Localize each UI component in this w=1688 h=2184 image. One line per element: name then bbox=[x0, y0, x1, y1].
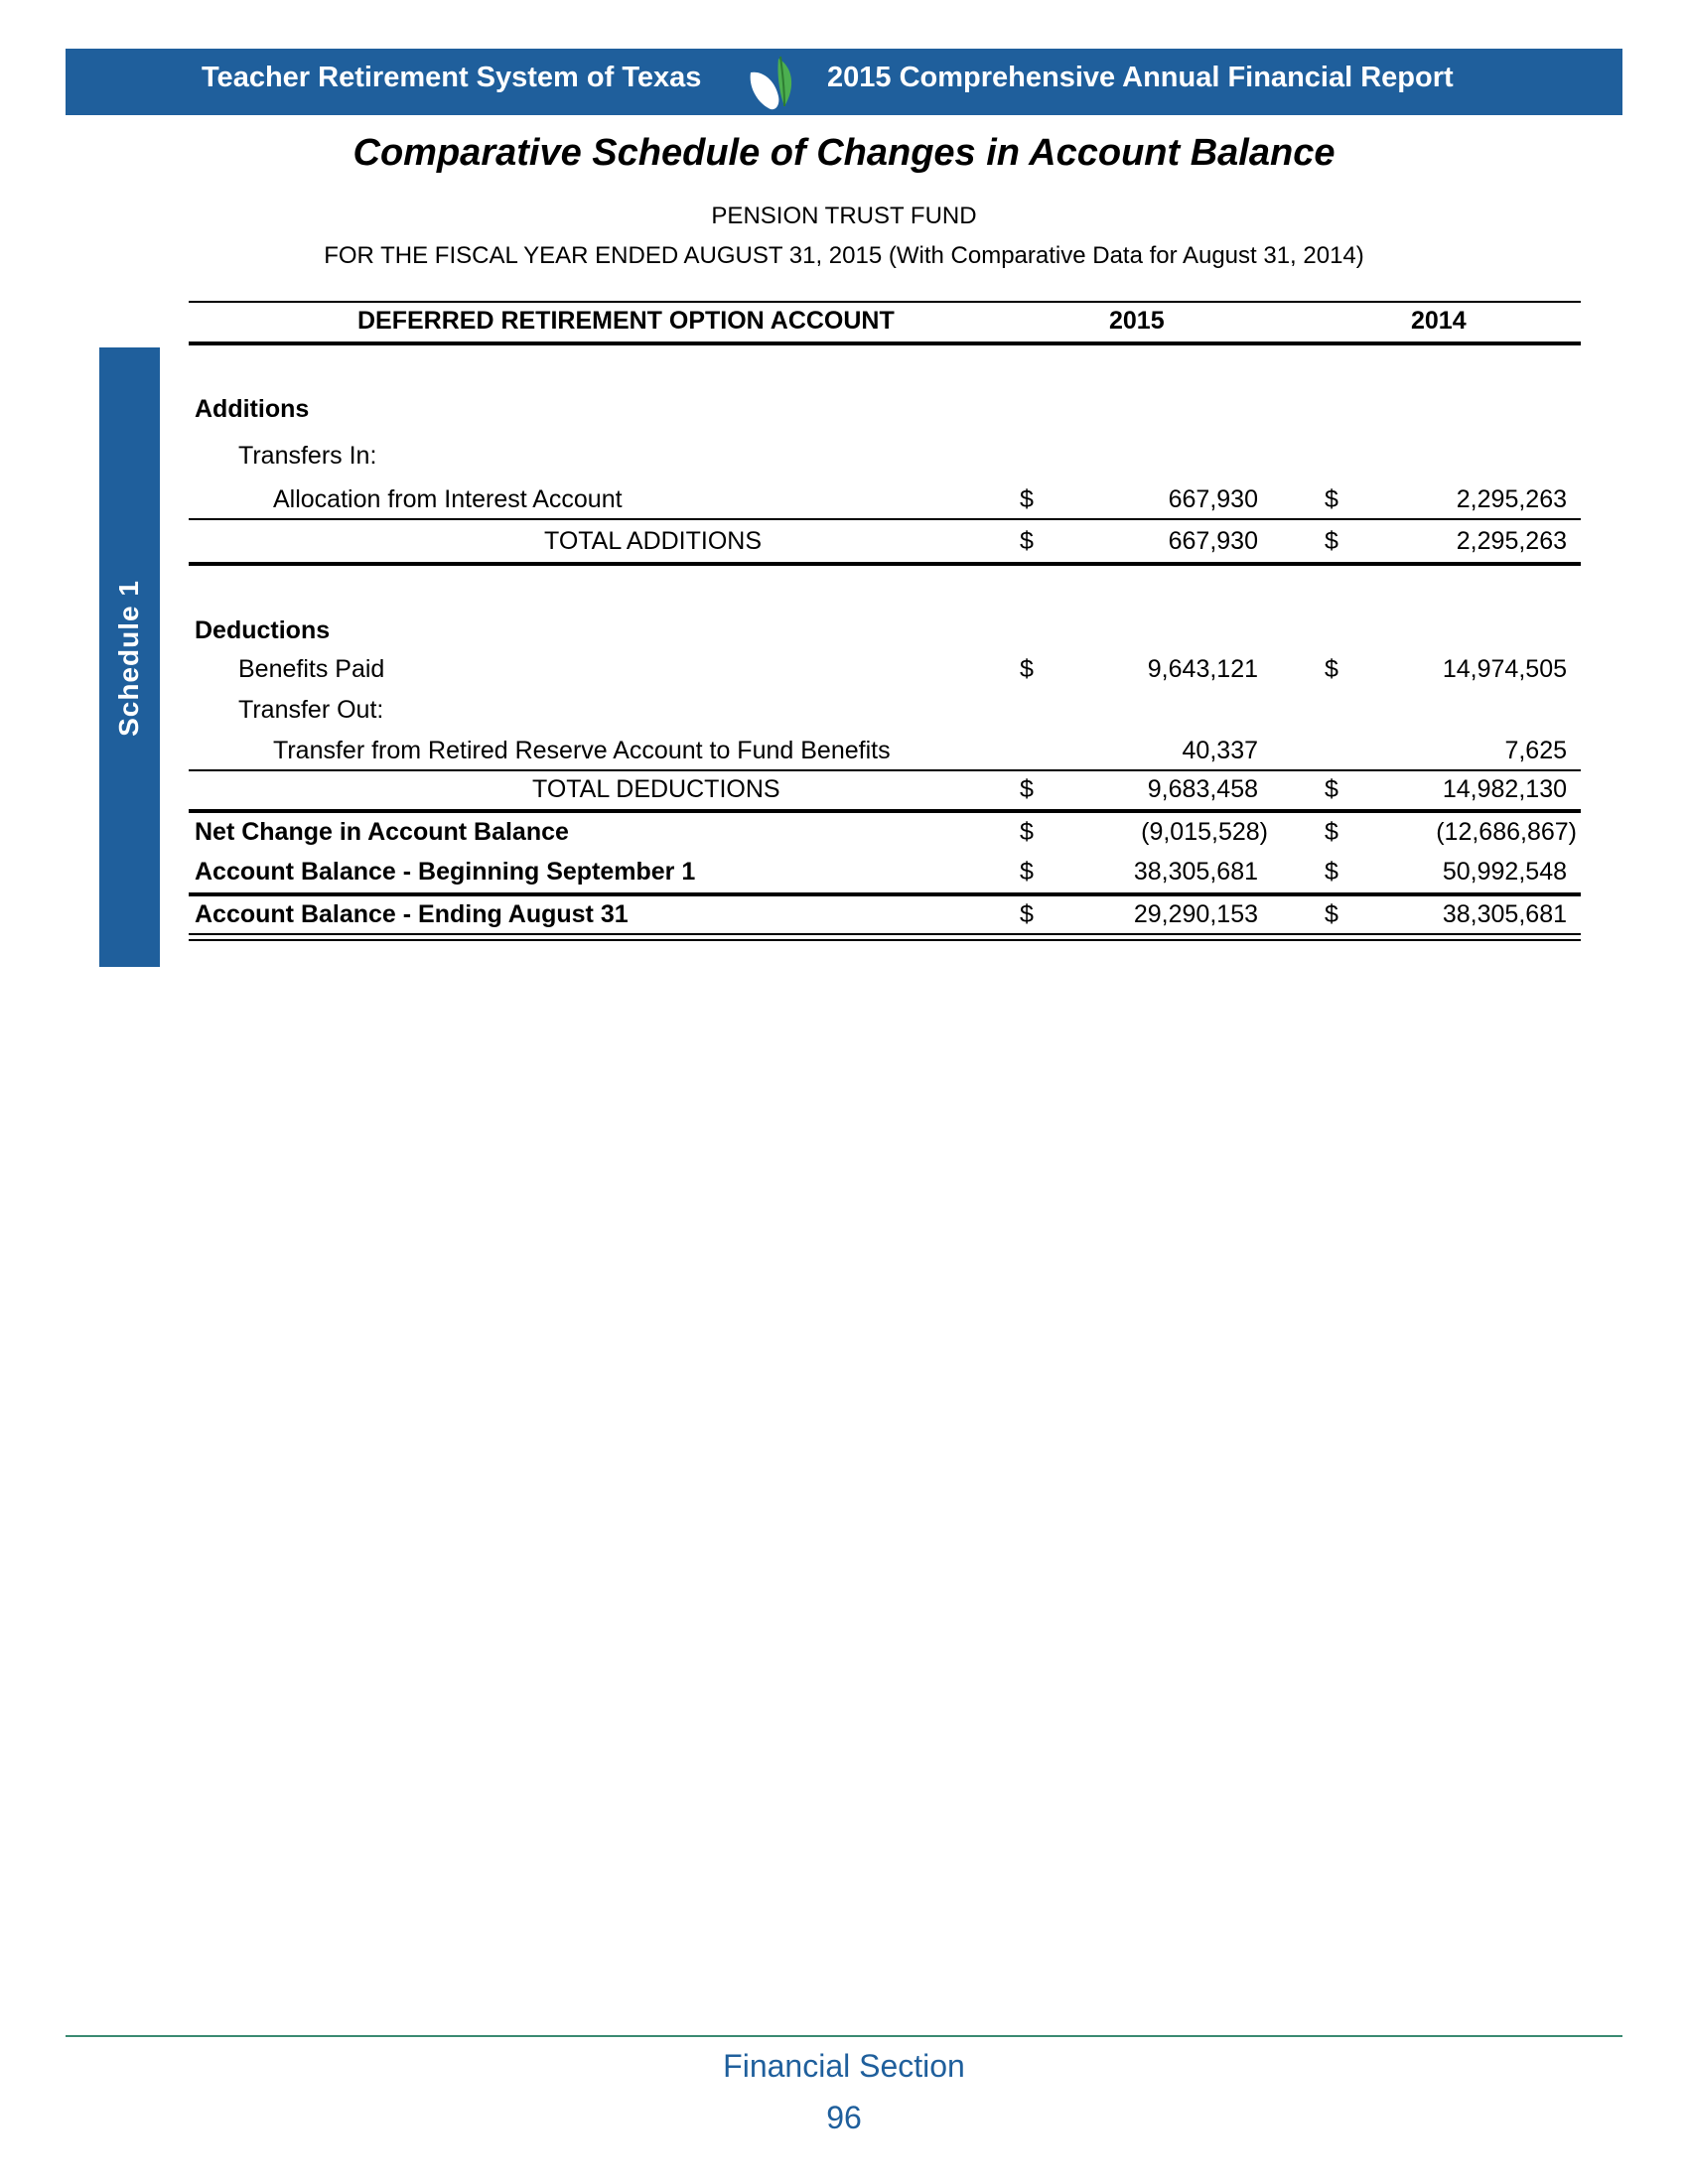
currency-sign: $ bbox=[1020, 485, 1034, 513]
transfer-retired-2014: 7,625 bbox=[1504, 737, 1567, 764]
ending-balance-2015: 29,290,153 bbox=[1133, 900, 1258, 928]
total-deductions-2014: 14,982,130 bbox=[1442, 775, 1567, 803]
ending-double-rule-2 bbox=[189, 939, 1581, 941]
table-header-bottom-rule bbox=[189, 341, 1581, 345]
total-additions-2015: 667,930 bbox=[1168, 527, 1258, 555]
total-deductions-2015: 9,683,458 bbox=[1147, 775, 1258, 803]
allocation-label: Allocation from Interest Account bbox=[273, 485, 623, 513]
ending-double-rule-1 bbox=[189, 933, 1581, 935]
currency-sign: $ bbox=[1325, 485, 1338, 513]
currency-sign: $ bbox=[1325, 527, 1338, 555]
org-name: Teacher Retirement System of Texas bbox=[202, 62, 702, 93]
beginning-balance-2015: 38,305,681 bbox=[1133, 858, 1258, 886]
column-header-2014: 2014 bbox=[1411, 307, 1467, 335]
currency-sign: $ bbox=[1325, 900, 1338, 928]
page-number: 96 bbox=[826, 2100, 862, 2135]
footer-section: Financial Section bbox=[723, 2048, 965, 2084]
beginning-balance-label: Account Balance - Beginning September 1 bbox=[195, 858, 696, 886]
currency-sign: $ bbox=[1020, 527, 1034, 555]
deductions-label: Deductions bbox=[195, 616, 331, 644]
currency-sign: $ bbox=[1020, 775, 1034, 803]
benefits-paid-2014: 14,974,505 bbox=[1442, 655, 1567, 683]
currency-sign: $ bbox=[1325, 818, 1338, 846]
fund-name: PENSION TRUST FUND bbox=[711, 203, 977, 229]
benefits-paid-2015: 9,643,121 bbox=[1147, 655, 1258, 683]
currency-sign: $ bbox=[1325, 775, 1338, 803]
currency-sign: $ bbox=[1020, 900, 1034, 928]
deductions-total-rule bbox=[189, 809, 1581, 813]
table-heading: DEFERRED RETIREMENT OPTION ACCOUNT bbox=[357, 307, 895, 335]
table-top-rule bbox=[189, 301, 1581, 303]
currency-sign: $ bbox=[1020, 655, 1034, 683]
footer-divider bbox=[66, 2035, 1622, 2037]
benefits-paid-label: Benefits Paid bbox=[238, 655, 385, 683]
side-tab-label: Schedule 1 bbox=[113, 580, 144, 737]
deductions-subtotal-rule bbox=[189, 769, 1581, 771]
additions-total-rule bbox=[189, 562, 1581, 566]
leaf-logo-icon bbox=[741, 53, 804, 114]
total-additions-2014: 2,295,263 bbox=[1456, 527, 1567, 555]
additions-label: Additions bbox=[195, 395, 310, 423]
currency-sign: $ bbox=[1325, 858, 1338, 886]
currency-sign: $ bbox=[1325, 655, 1338, 683]
total-deductions-label: TOTAL DEDUCTIONS bbox=[532, 775, 780, 803]
ending-balance-label: Account Balance - Ending August 31 bbox=[195, 900, 629, 928]
fiscal-period: FOR THE FISCAL YEAR ENDED AUGUST 31, 2015 (With Comparative Data for August 31, 2014) bbox=[324, 242, 1364, 269]
net-change-label: Net Change in Account Balance bbox=[195, 818, 569, 846]
allocation-2014: 2,295,263 bbox=[1456, 485, 1567, 513]
beginning-balance-2014: 50,992,548 bbox=[1442, 858, 1567, 886]
transfer-retired-label: Transfer from Retired Reserve Account to Fund Benefits bbox=[273, 737, 891, 764]
net-change-2015: (9,015,528) bbox=[1141, 818, 1268, 846]
report-name: 2015 Comprehensive Annual Financial Report bbox=[827, 62, 1454, 93]
currency-sign: $ bbox=[1020, 858, 1034, 886]
ending-balance-2014: 38,305,681 bbox=[1442, 900, 1567, 928]
ending-top-rule bbox=[189, 892, 1581, 896]
transfer-retired-2015: 40,337 bbox=[1182, 737, 1258, 764]
additions-subtotal-rule bbox=[189, 518, 1581, 520]
currency-sign: $ bbox=[1020, 818, 1034, 846]
page-title: Comparative Schedule of Changes in Account Balance bbox=[352, 132, 1336, 174]
header-banner bbox=[66, 49, 1622, 115]
total-additions-label: TOTAL ADDITIONS bbox=[544, 527, 763, 555]
net-change-2014: (12,686,867) bbox=[1436, 818, 1577, 846]
transfer-out-label: Transfer Out: bbox=[238, 696, 384, 724]
column-header-2015: 2015 bbox=[1109, 307, 1165, 335]
allocation-2015: 667,930 bbox=[1168, 485, 1258, 513]
transfers-in-label: Transfers In: bbox=[238, 442, 377, 470]
